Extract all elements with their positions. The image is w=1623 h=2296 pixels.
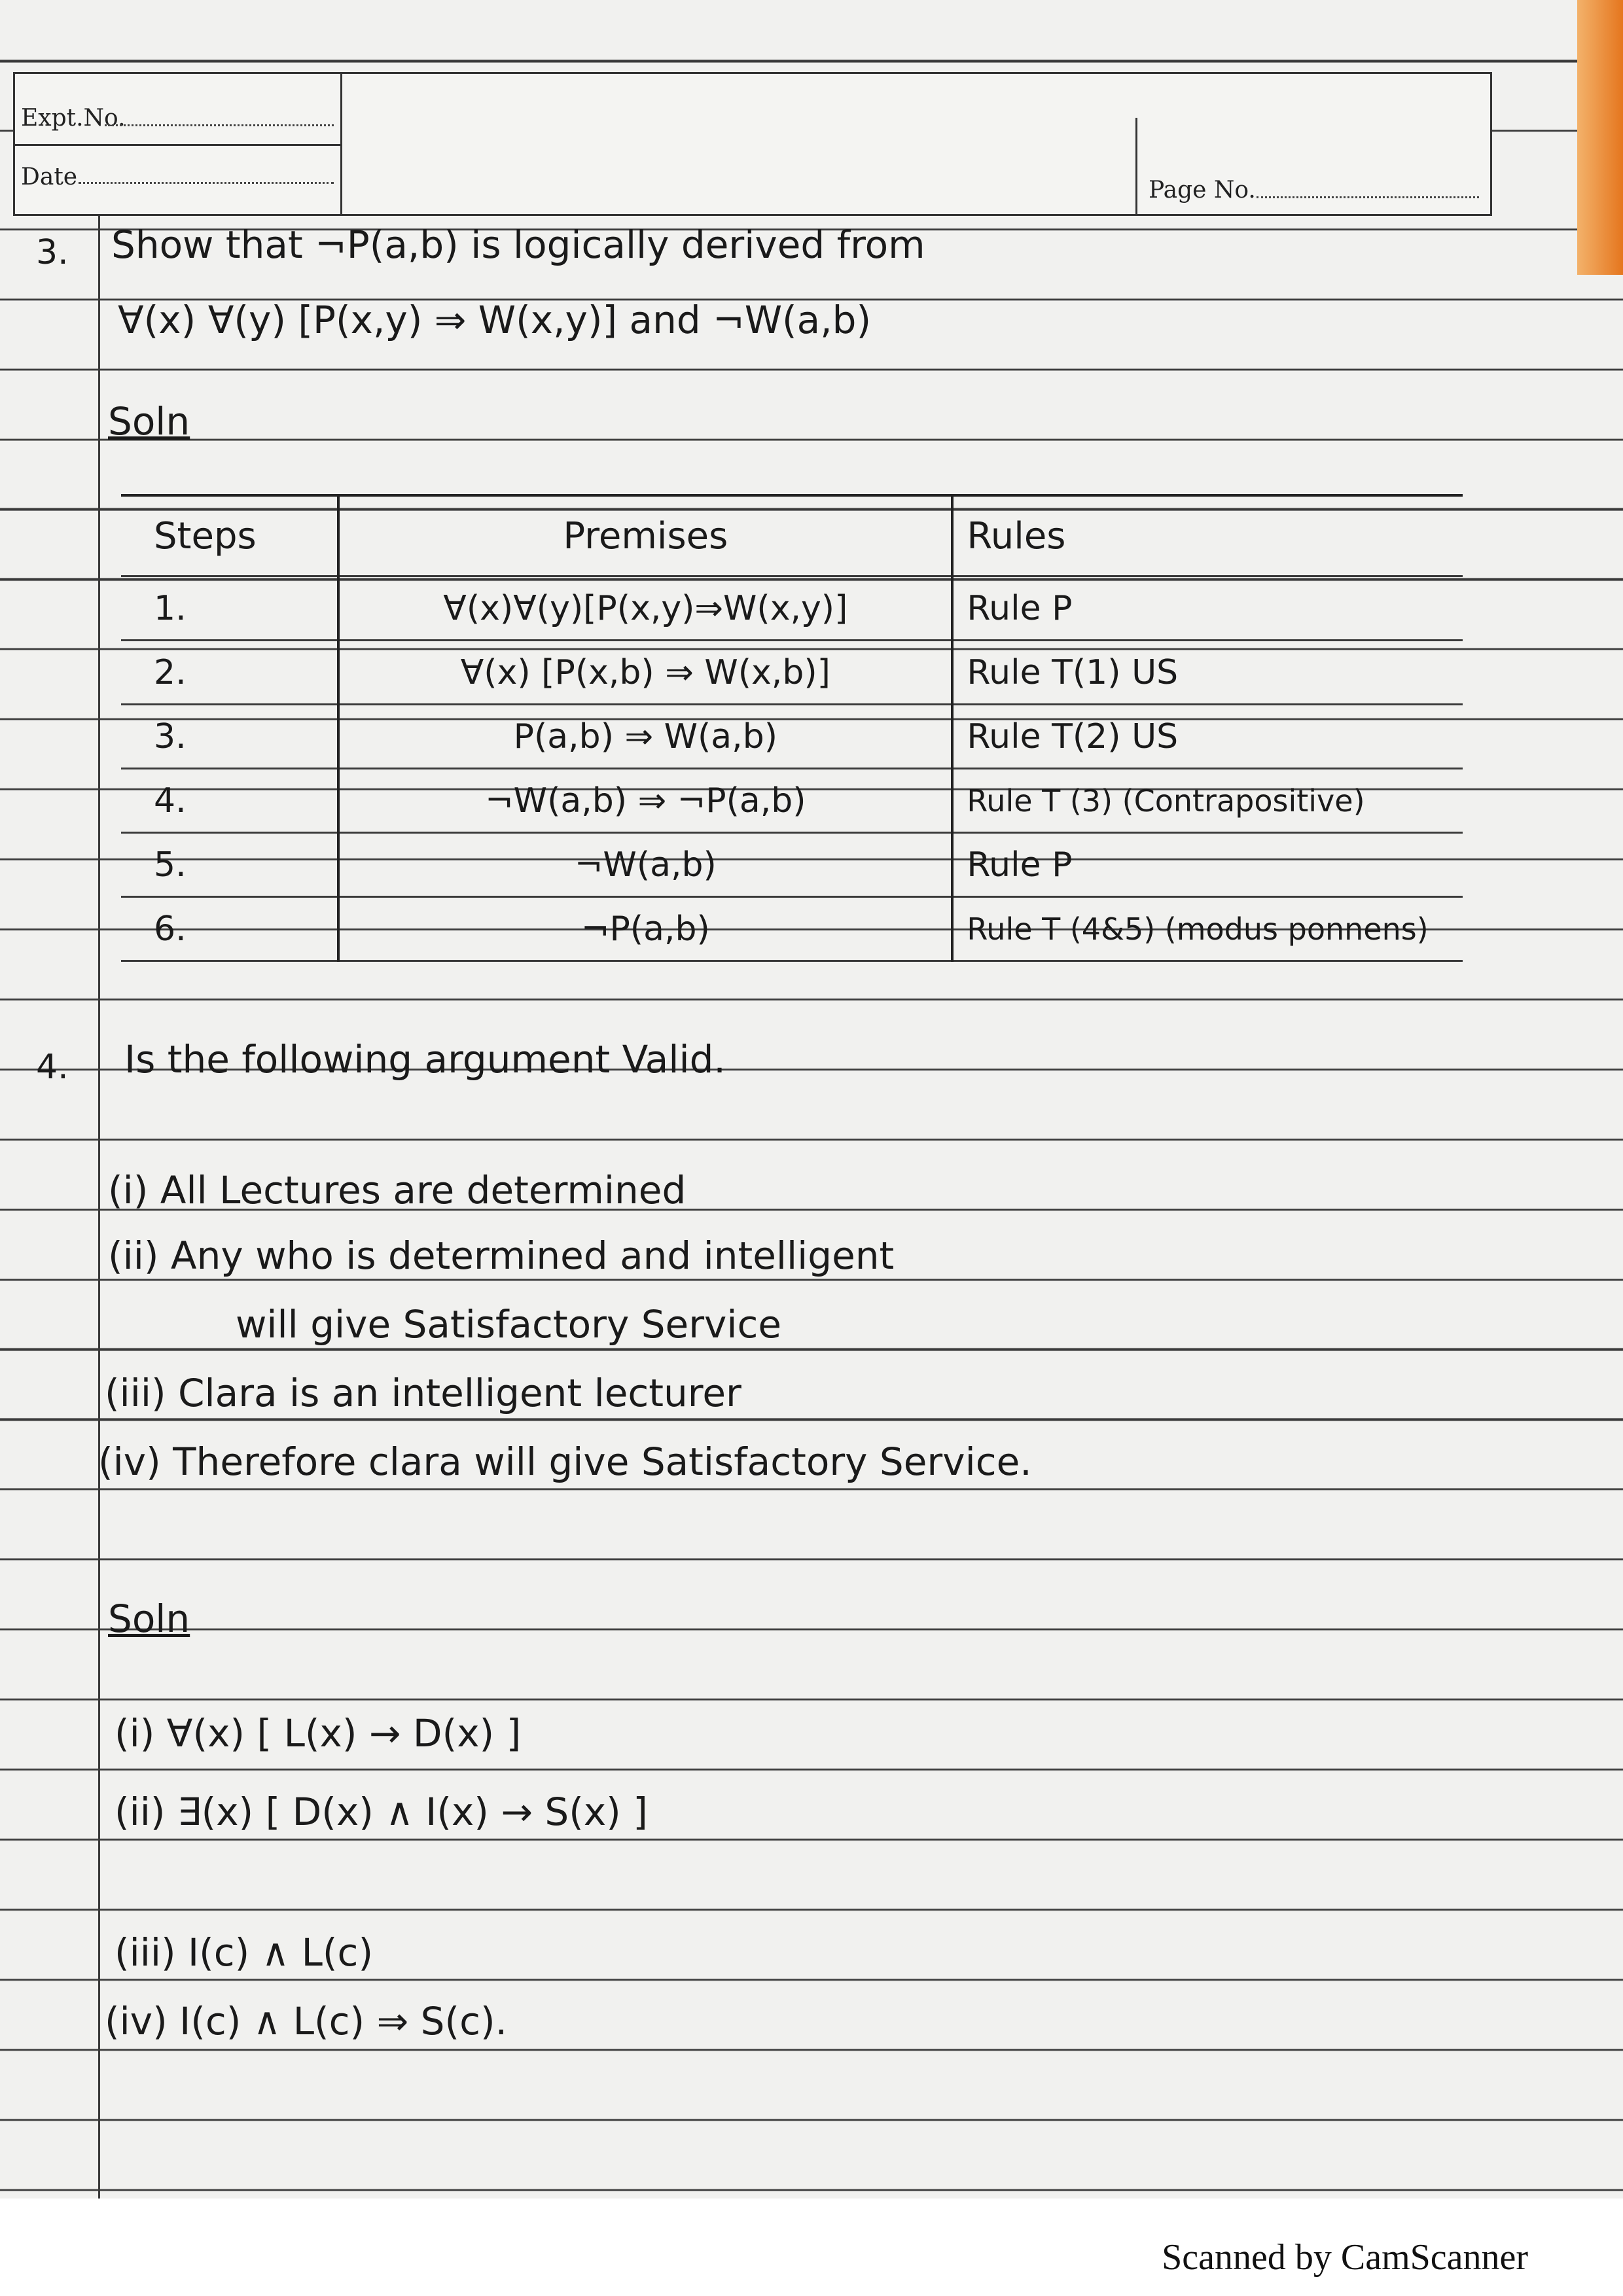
rule-cell: Rule T (4&5) (modus ponnens): [952, 897, 1463, 961]
table-row: [121, 833, 1463, 897]
rule-cell: Rule P: [952, 833, 1463, 897]
steps-header: Steps: [121, 495, 338, 576]
solution-line: (iii) I(c) ∧ L(c): [115, 1930, 374, 1975]
margin-line: [98, 216, 100, 2199]
solution-line: (i) ∀(x) [ L(x) → D(x) ]: [115, 1711, 522, 1756]
date-label: Date: [21, 164, 78, 190]
page-no-label: Page No.: [1149, 177, 1256, 203]
solution-label: Soln: [108, 1597, 190, 1641]
question-4-title: Is the following argument Valid.: [124, 1037, 726, 1082]
table-row: [121, 641, 1463, 705]
question-number: 3.: [36, 233, 69, 272]
rule-cell: Rule P: [952, 576, 1463, 641]
header-divider: [13, 144, 340, 146]
step-cell: 4.: [121, 769, 338, 833]
expt-no-field: [105, 118, 334, 126]
argument-item: (iv) Therefore clara will give Satisfactory Service.: [98, 1439, 1032, 1484]
question-number: 4.: [36, 1048, 69, 1087]
page-no-field: [1257, 190, 1479, 198]
premise-cell: ¬W(a,b): [338, 833, 952, 897]
step-cell: 3.: [121, 705, 338, 769]
solution-label: Soln: [108, 399, 190, 444]
premise-cell: ¬W(a,b) ⇒ ¬P(a,b): [338, 769, 952, 833]
argument-item: (ii) Any who is determined and intelligent: [108, 1233, 895, 1278]
argument-item: (i) All Lectures are determined: [108, 1168, 687, 1212]
step-cell: 6.: [121, 897, 338, 961]
premise-cell: ∀(x) [P(x,b) ⇒ W(x,b)]: [338, 641, 952, 705]
step-cell: 1.: [121, 576, 338, 641]
expt-no-label: Expt.No.: [21, 105, 126, 132]
solution-line: (ii) ∃(x) [ D(x) ∧ I(x) → S(x) ]: [115, 1790, 648, 1834]
solution-line: (iv) I(c) ∧ L(c) ⇒ S(c).: [105, 1999, 508, 2043]
step-cell: 5.: [121, 833, 338, 897]
proof-table: [121, 494, 1463, 962]
scanner-credit: Scanned by CamScanner: [1162, 2237, 1528, 2278]
premise-cell: P(a,b) ⇒ W(a,b): [338, 705, 952, 769]
page-corner-tab: [1577, 0, 1623, 275]
rules-header: Rules: [952, 495, 1463, 576]
date-field: [79, 175, 334, 184]
step-cell: 2.: [121, 641, 338, 705]
header-divider: [340, 72, 342, 216]
table-header-row: [121, 495, 1463, 576]
rule-cell: Rule T(1) US: [952, 641, 1463, 705]
table-row: [121, 769, 1463, 833]
premises-header: Premises: [338, 495, 952, 576]
header-divider: [1135, 118, 1137, 216]
argument-item: (iii) Clara is an intelligent lecturer: [105, 1371, 741, 1415]
table-row: [121, 576, 1463, 641]
table-row: [121, 897, 1463, 961]
table-row: [121, 705, 1463, 769]
argument-item-continuation: will give Satisfactory Service: [236, 1302, 782, 1347]
rule-cell: Rule T(2) US: [952, 705, 1463, 769]
premise-cell: ¬P(a,b): [338, 897, 952, 961]
question-3-line-2: ∀(x) ∀(y) [P(x,y) ⇒ W(x,y)] and ¬W(a,b): [118, 298, 872, 342]
premise-cell: ∀(x)∀(y)[P(x,y)⇒W(x,y)]: [338, 576, 952, 641]
question-3-line-1: Show that ¬P(a,b) is logically derived from: [111, 222, 925, 267]
rule-cell: Rule T (3) (Contrapositive): [952, 769, 1463, 833]
